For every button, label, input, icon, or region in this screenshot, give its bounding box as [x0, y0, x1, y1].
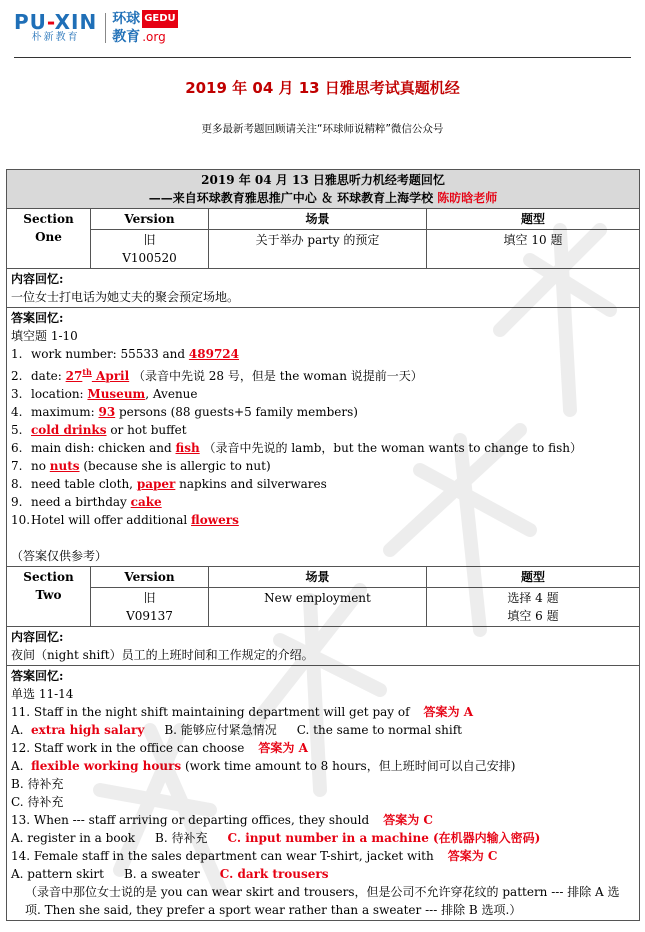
- answer-item-number: 4.: [11, 405, 23, 419]
- section2-scene: New employment: [209, 588, 427, 627]
- q12-option-a-label: A.: [11, 759, 24, 773]
- answer-item: [11, 421, 635, 439]
- q13-answer: 答案为 C: [383, 813, 433, 827]
- q11-option-b: B. 能够应付紧急情况: [164, 723, 277, 737]
- gedu-logo: [112, 10, 177, 46]
- q12-option-a-line: [11, 757, 635, 775]
- section1-info-row: [7, 230, 640, 269]
- section1-answer-label: 答案回忆:: [11, 311, 64, 325]
- q14-options: [11, 865, 635, 883]
- q14-text: 14. Female staff in the sales department can wear T-shirt, jacket with: [11, 849, 434, 863]
- section1-version-code: V100520: [122, 251, 177, 265]
- answer-item-suffix: or hot buffet: [106, 423, 187, 437]
- answer-item-answer: Museum: [87, 387, 146, 401]
- section2-info-row: [7, 588, 640, 627]
- answer-item-superscript: th: [82, 367, 92, 377]
- section1-answer-note: （答案仅供参考）: [11, 549, 108, 563]
- answer-item-number: 3.: [11, 387, 23, 401]
- answer-item-suffix: （录音中先说的 lamb，but the woman wants to change to fish）: [199, 441, 582, 455]
- answer-item-number: 1.: [11, 347, 23, 361]
- q11-answer: 答案为 A: [423, 705, 474, 719]
- section1-answer-list: [11, 345, 635, 529]
- header-rule: [14, 57, 631, 58]
- section2-label-line1: Section: [23, 570, 74, 584]
- q13-option-c: C. input number in a machine (在机器内输入密码): [227, 831, 541, 845]
- answer-item-number: 7.: [11, 459, 23, 473]
- section1-content-text: 一位女士打电话为她丈夫的聚会预定场地。: [11, 290, 240, 304]
- q13-option-a: A. register in a book: [11, 831, 136, 845]
- puxin-logo-dash: -: [46, 10, 55, 34]
- answer-item-prefix: location:: [31, 387, 88, 401]
- doc-title: 2019 年 04 月 13 日雅思考试真题机经: [185, 79, 460, 97]
- q14-option-b: B. a sweater: [123, 867, 200, 881]
- table-title-line1: 2019 年 04 月 13 日雅思听力机经考题回忆: [201, 173, 445, 187]
- answer-item-answer: flowers: [191, 513, 239, 527]
- section2-type-header: 题型: [427, 567, 640, 588]
- answer-item-suffix: （录音中先说 28 号，但是 the woman 说提前一天）: [129, 369, 423, 383]
- q11-option-a-label: A.: [11, 723, 24, 737]
- answer-item-answer-cont: April: [91, 369, 130, 383]
- puxin-logo: [14, 12, 97, 44]
- answer-item-number: 2.: [11, 369, 23, 383]
- section1-version-header: Version: [91, 209, 209, 230]
- answer-item: [11, 345, 635, 363]
- section1-version: [91, 230, 209, 269]
- answer-item: [11, 363, 635, 385]
- section1-answer-row: [7, 308, 640, 567]
- q13-text: 13. When --- staff arriving or departing offices, they should: [11, 813, 370, 827]
- q12-option-a-note: (work time amount to 8 hours，但上班时间可以自己安排): [181, 759, 516, 773]
- q14-note: （录音中那位女士说的是 you can wear skirt and trousers，但是公司不允许穿花纹的 pattern --- 排除 A 选项. Then she said, they prefer a sport wear rather than a sweater --- 排除 B 选项.）: [25, 885, 620, 917]
- answer-item-prefix: Hotel will offer additional: [31, 513, 192, 527]
- q14-option-c: C. dark trousers: [219, 867, 329, 881]
- q11-text: 11. Staff in the night shift maintaining department will get pay of: [11, 705, 410, 719]
- gedu-logo-org: .org: [142, 30, 166, 44]
- puxin-logo-left: PU: [14, 10, 47, 34]
- section1-version-old: 旧: [143, 233, 156, 247]
- section2-question-group: 单选 11-14: [11, 687, 74, 701]
- section2-answer-label: 答案回忆:: [11, 669, 64, 683]
- section1-content-label: 内容回忆:: [11, 272, 64, 286]
- puxin-logo-right: XIN: [54, 10, 98, 34]
- answer-item-answer: cake: [130, 495, 162, 509]
- teacher-name: 陈昉晗老师: [437, 191, 498, 205]
- q12-text: 12. Staff work in the office can choose: [11, 741, 245, 755]
- section1-type: 填空 10 题: [427, 230, 640, 269]
- answer-item-prefix: main dish: chicken and: [31, 441, 176, 455]
- answer-item: [11, 475, 635, 493]
- section1-content-row: [7, 269, 640, 308]
- answer-item-suffix: napkins and silverwares: [175, 477, 327, 491]
- q14-option-a: A. pattern skirt: [11, 867, 104, 881]
- section2-version-code: V09137: [126, 609, 173, 623]
- header-logos: [14, 8, 178, 48]
- answer-item-answer: fish: [175, 441, 200, 455]
- section1-scene: 关于举办 party 的预定: [209, 230, 427, 269]
- answer-item-prefix: need a birthday: [31, 495, 131, 509]
- answer-item-prefix: date:: [31, 369, 66, 383]
- exam-table: [6, 169, 640, 921]
- section1-type-header: 题型: [427, 209, 640, 230]
- answer-item-suffix: persons (88 guests+5 family members): [115, 405, 358, 419]
- q12-option-a: flexible working hours: [31, 759, 182, 773]
- section1-label: [7, 209, 91, 269]
- section1-label-line1: Section: [23, 212, 74, 226]
- q14-question: [11, 847, 635, 865]
- answer-item-number: 8.: [11, 477, 23, 491]
- section2-version-header: Version: [91, 567, 209, 588]
- section1-scene-header: 场景: [209, 209, 427, 230]
- q11-question: [11, 703, 635, 721]
- gedu-logo-cn2: 教育: [112, 29, 141, 45]
- answer-item: [11, 493, 635, 511]
- q12-option-c: C. 待补充: [11, 795, 64, 809]
- section2-scene-header: 场景: [209, 567, 427, 588]
- answer-item-suffix: , Avenue: [145, 387, 198, 401]
- answer-item: [11, 457, 635, 475]
- q11-option-c: C. the same to normal shift: [296, 723, 462, 737]
- section1-question-group: 填空题 1-10: [11, 329, 78, 343]
- answer-item: [11, 403, 635, 421]
- answer-item-number: 5.: [11, 423, 23, 437]
- section2-version: [91, 588, 209, 627]
- section2-content-label: 内容回忆:: [11, 630, 64, 644]
- answer-item: [11, 439, 635, 457]
- puxin-logo-cn: 朴新教育: [31, 32, 80, 43]
- answer-item-number: 6.: [11, 441, 23, 455]
- q13-option-b: B. 待补充: [155, 831, 208, 845]
- table-title-source: ——来自环球教育雅思推广中心 ＆ 环球教育上海学校: [148, 191, 434, 205]
- answer-item-answer: 489724: [188, 347, 240, 361]
- section1-header-row: [7, 209, 640, 230]
- answer-item-answer: nuts: [49, 459, 80, 473]
- section2-content-row: [7, 627, 640, 666]
- answer-item-prefix: work number: 55533 and: [31, 347, 189, 361]
- answer-item-answer: 93: [98, 405, 116, 419]
- table-title-row: [7, 170, 640, 209]
- answer-item-answer: 27: [65, 369, 83, 383]
- answer-item: [11, 511, 635, 529]
- section2-content-cell: [7, 627, 640, 666]
- section1-content-cell: [7, 269, 640, 308]
- doc-subtitle: 更多最新考题回顾请关注“环球师说精粹”微信公众号: [201, 123, 444, 135]
- section2-label: [7, 567, 91, 627]
- answer-item-number: 10.: [11, 513, 31, 527]
- gedu-logo-en: GEDU: [142, 10, 177, 28]
- section2-answer-row: [7, 666, 640, 921]
- answer-item: [11, 385, 635, 403]
- section2-header-row: [7, 567, 640, 588]
- gedu-logo-cn1: 环球: [112, 11, 141, 27]
- answer-item-prefix: maximum:: [31, 405, 99, 419]
- section1-answer-cell: [7, 308, 640, 567]
- table-title-cell: [7, 170, 640, 209]
- answer-item-suffix: (because she is allergic to nut): [79, 459, 271, 473]
- q13-options: [11, 829, 635, 847]
- q12-question: [11, 739, 635, 757]
- answer-item-answer: cold drinks: [31, 423, 107, 437]
- answer-item-prefix: no: [31, 459, 50, 473]
- section2-content-text: 夜间（night shift）员工的上班时间和工作规定的介绍。: [11, 648, 314, 662]
- answer-item-answer: paper: [136, 477, 176, 491]
- q11-options: [11, 721, 635, 739]
- section2-label-line2: Two: [35, 588, 62, 602]
- section2-type-choice: 选择 4 题: [507, 591, 559, 605]
- q12-option-b: B. 待补充: [11, 777, 64, 791]
- q13-question: [11, 811, 635, 829]
- section2-version-old: 旧: [143, 591, 156, 605]
- section2-answer-cell: [7, 666, 640, 921]
- answer-item-number: 9.: [11, 495, 23, 509]
- table-title-line2: [11, 189, 635, 207]
- section2-type: [427, 588, 640, 627]
- section2-type-fill: 填空 6 题: [507, 609, 559, 623]
- q14-answer: 答案为 C: [447, 849, 498, 863]
- q12-answer: 答案为 A: [258, 741, 308, 755]
- logo-divider: [105, 13, 106, 43]
- q11-option-a: extra high salary: [31, 723, 145, 737]
- section1-label-line2: One: [35, 230, 62, 244]
- answer-item-prefix: need table cloth,: [31, 477, 137, 491]
